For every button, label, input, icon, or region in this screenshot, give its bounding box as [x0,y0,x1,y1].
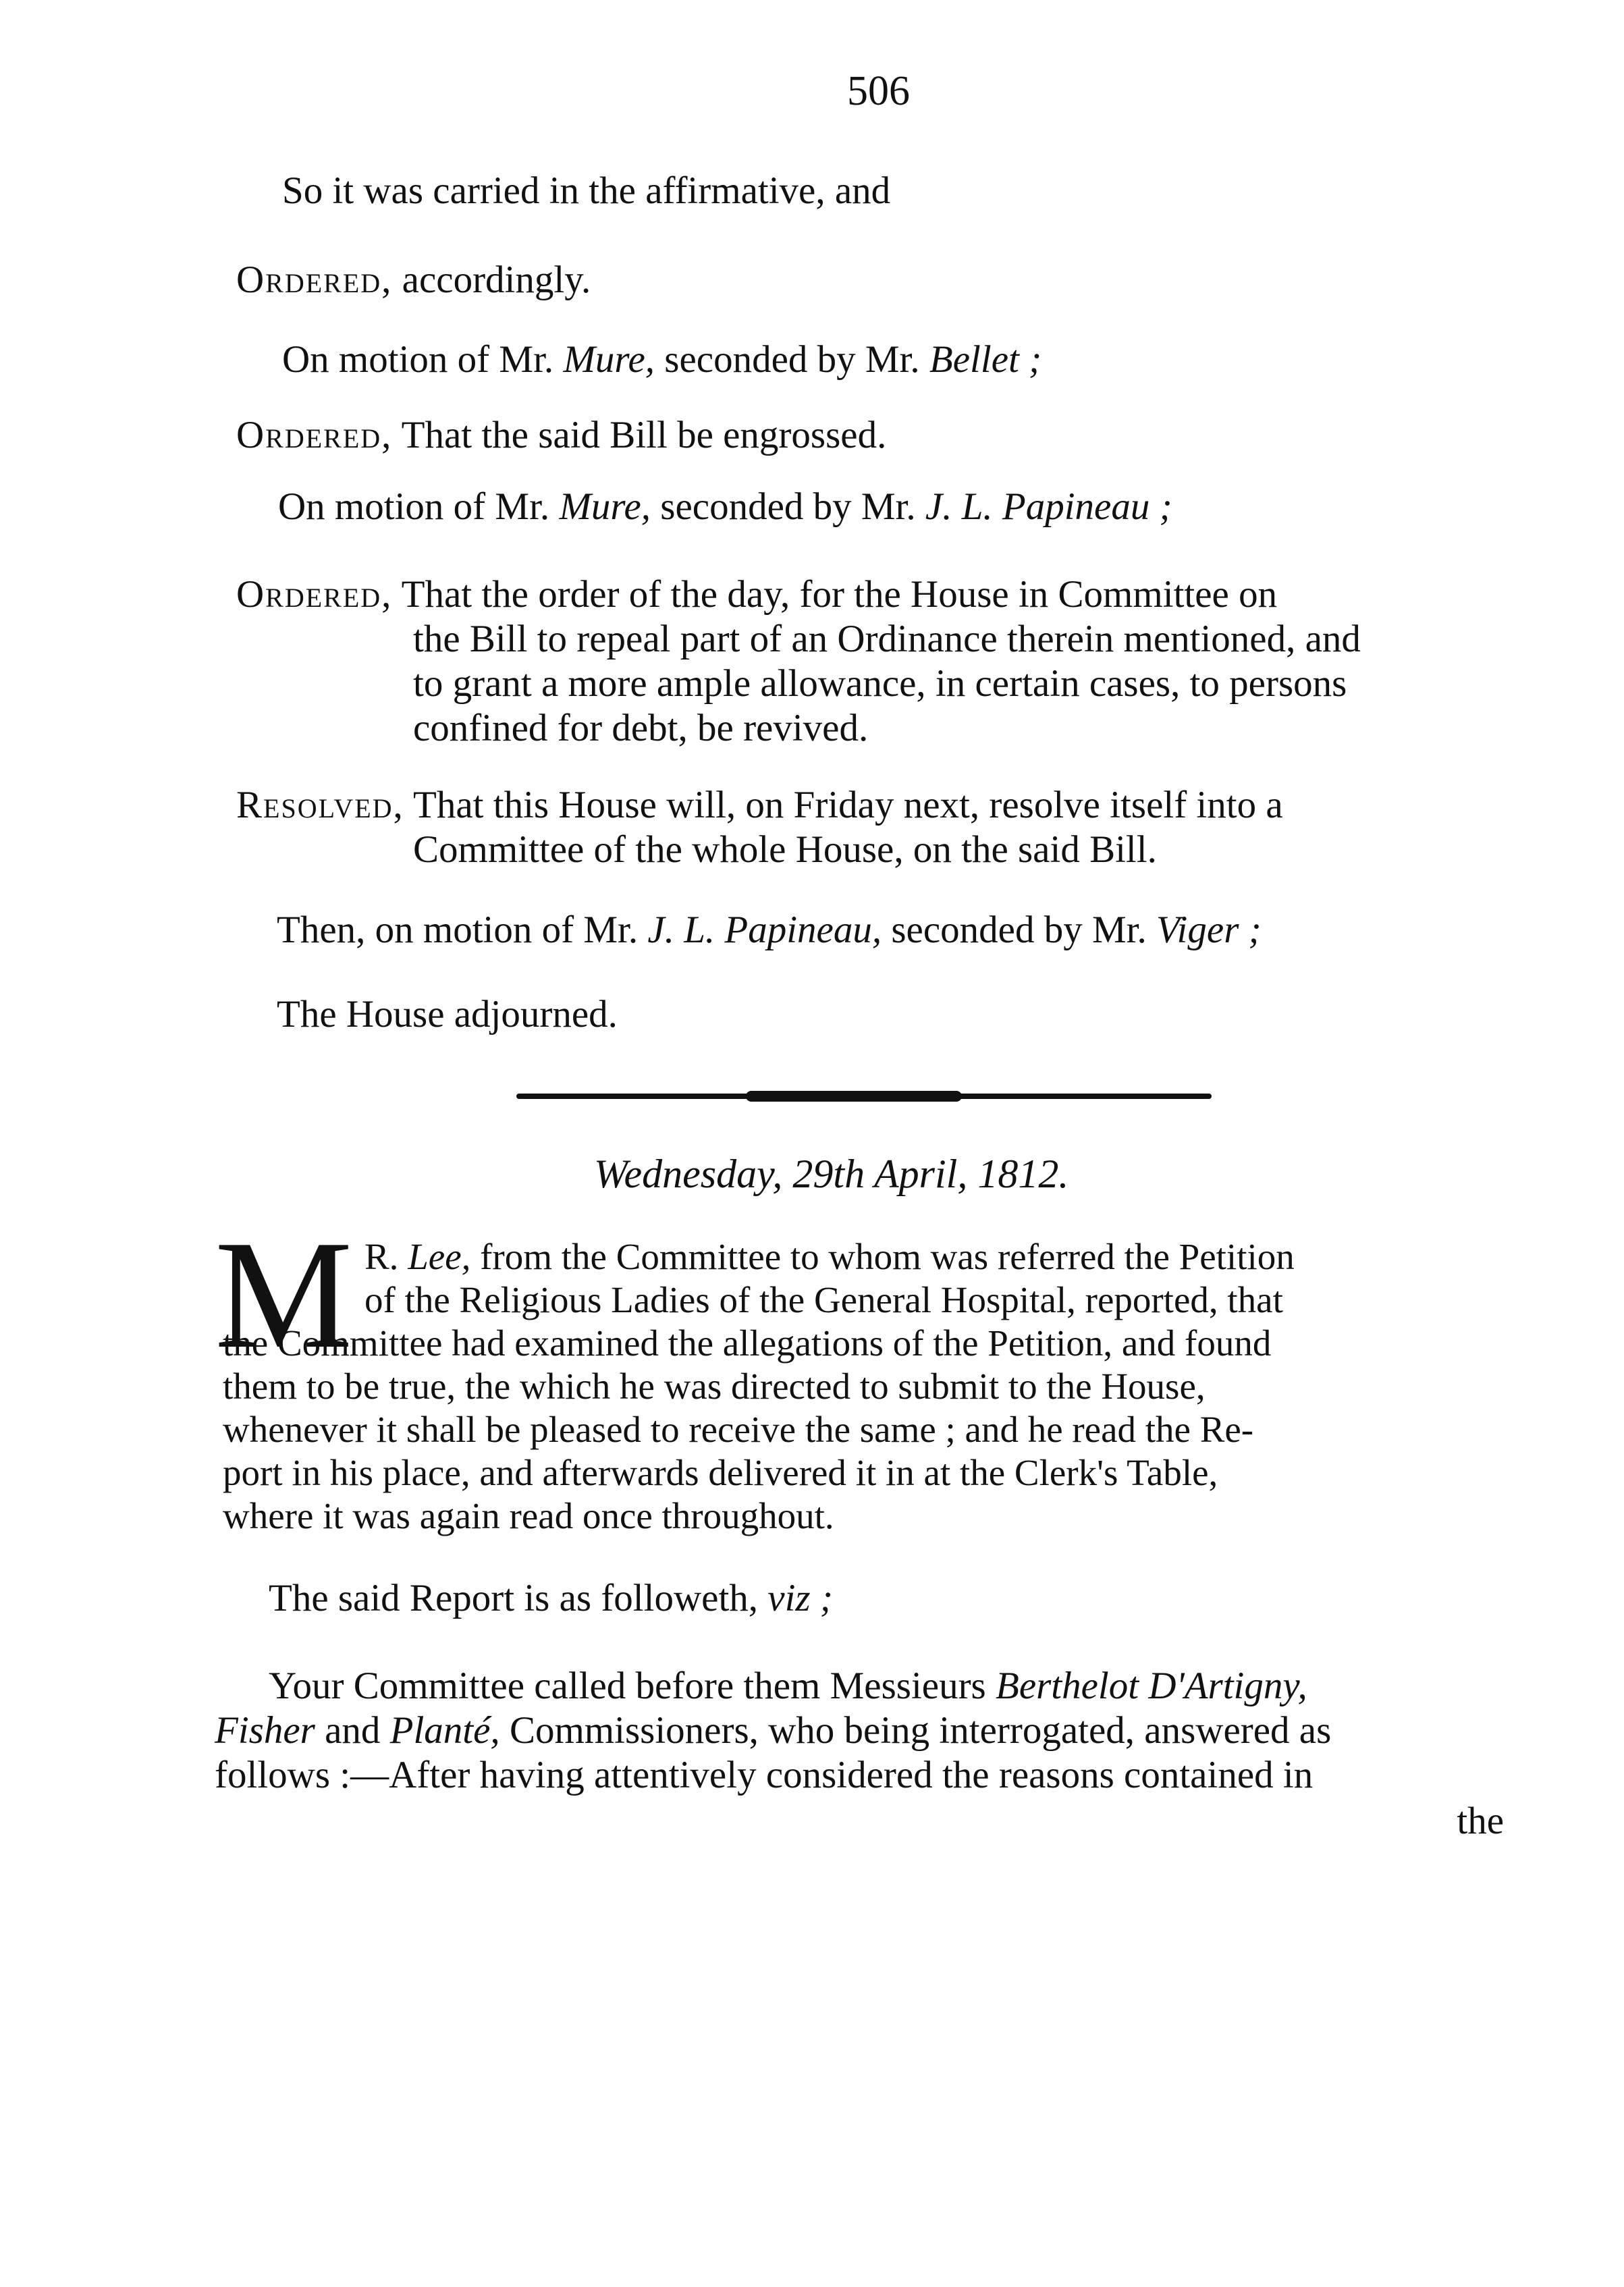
ordered-block [236,572,1519,751]
date-heading: Wednesday, 29th April, 1812. [594,1152,1069,1196]
text-line: The House adjourned. [277,993,618,1035]
text-line: Resolved, That this House will, on Friday next, resolve itself into a [236,784,1283,826]
text-line: R. Lee, from the Committee to whom was referred the Petition [364,1236,1295,1277]
resolved-block [236,783,1519,872]
text-line: confined for debt, be revived. [413,707,869,749]
drop-cap: M [215,1208,353,1380]
text-line: The said Report is as followeth, viz ; [269,1577,833,1619]
text-line: the Committee had examined the allegations of the Petition, and found [223,1322,1272,1364]
motion-line: On motion of Mr. Mure, seconded by Mr. J. L. Papineau ; [278,485,1172,528]
text-line: of the Religious Ladies of the General Hospital, reported, that [364,1279,1283,1320]
text-line: Ordered, That the said Bill be engrossed. [236,414,887,456]
text-line: them to be true, the which he was directed to submit to the House, [223,1366,1206,1407]
text-line: the Bill to repeal part of an Ordinance therein mentioned, and [413,618,1361,660]
text-line: Ordered, accordingly. [236,259,591,301]
page-number: 506 [847,68,910,114]
text-line: Committee of the whole House, on the said Bill. [413,828,1157,871]
text-line: to grant a more ample allowance, in certain cases, to persons [413,662,1347,705]
text-line: whenever it shall be pleased to receive the same ; and he read the Re- [223,1409,1254,1450]
divider-rule [516,1094,1212,1099]
motion-line: On motion of Mr. Mure, seconded by Mr. Bellet ; [282,338,1042,381]
committee-paragraph [215,1664,1517,1798]
text-line: port in his place, and afterwards delivered it in at the Clerk's Table, [223,1452,1218,1493]
text-line: Fisher and Planté, Commissioners, who being interrogated, answered as [215,1709,1332,1752]
text-line: So it was carried in the affirmative, and [282,169,891,212]
motion-line: Then, on motion of Mr. J. L. Papineau, seconded by Mr. Viger ; [277,909,1262,951]
text-line: Your Committee called before them Messieurs Berthelot D'Artigny, [269,1665,1307,1707]
text-line: where it was again read once throughout. [223,1495,834,1536]
text-line: Ordered, That the order of the day, for the House in Committee on [236,573,1278,616]
report-paragraph [223,1235,1512,1538]
text-line: follows :—After having attentively considered the reasons contained in [215,1754,1314,1796]
catchword: the [1457,1800,1504,1842]
